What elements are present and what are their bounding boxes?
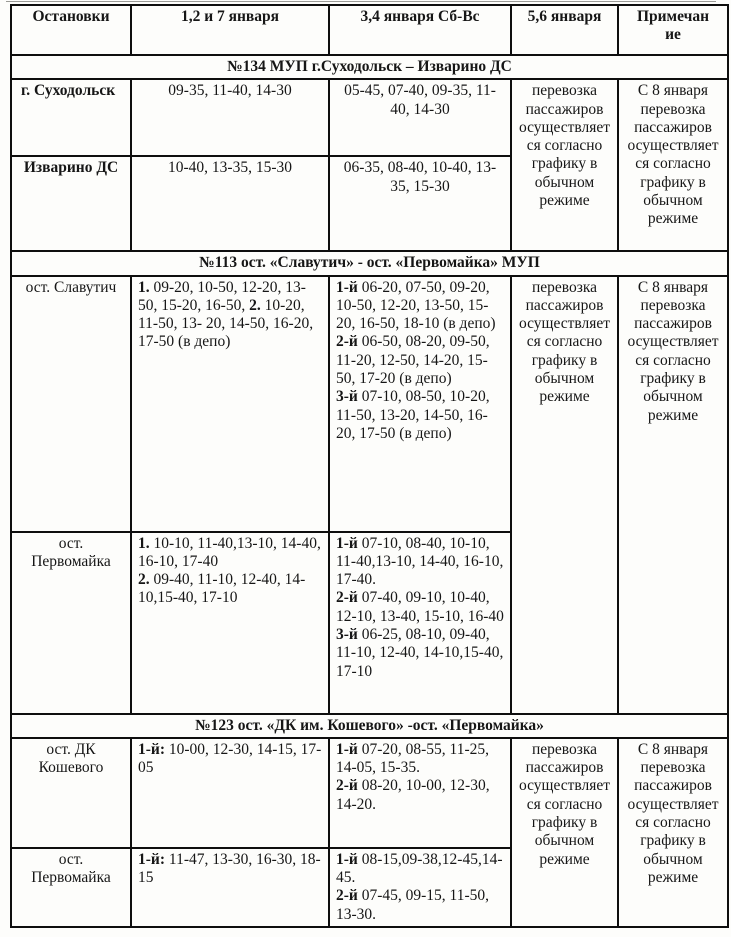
col-header-stops-label: Остановки — [32, 8, 110, 25]
stop-cell: ост. ДК Кошевого — [11, 738, 131, 848]
col-header-stops — [11, 5, 131, 55]
schedule-jan127-cell: 1. 10-10, 11-40,13-10, 14-40, 16-10, 17-40 2. 09-40, 11-10, 12-40, 14-10,15-40, 17-10 — [131, 532, 329, 714]
route-123-row-dk-koshevogo — [11, 738, 728, 848]
stop-cell: г. Суходольск — [11, 79, 131, 156]
route-113-row-slavutich — [11, 276, 728, 532]
route-113-title-row — [11, 251, 728, 275]
schedule-jan56-cell: перевозка пассажиров осуществляется согласно графику в обычном режиме — [511, 738, 618, 927]
schedule-jan34-cell: 05-45, 07-40, 09-35, 11-40, 14-30 — [329, 79, 511, 156]
schedule-jan127-cell: 1-й: 11-47, 13-30, 16-30, 18-15 — [131, 848, 329, 927]
route-123-title: №123 ост. «ДК им. Кошевого» -ост. «Первомайка» — [11, 714, 728, 738]
col-header-note — [618, 5, 728, 55]
route-113-title: №113 ост. «Славутич» - ост. «Первомайка» МУП — [11, 251, 728, 275]
col-header-jan56-label: 5,6 января — [527, 8, 602, 25]
schedule-jan34-cell: 1-й 08-15,09-38,12-45,14-45. 2-й 07-45, 09-15, 11-50, 13-30. — [329, 848, 511, 927]
schedule-jan56-cell: перевозка пассажиров осуществляется согласно графику в обычном режиме — [511, 276, 618, 714]
schedule-jan127-cell: 10-40, 13-35, 15-30 — [131, 156, 329, 251]
scan-artifact-line — [6, 1, 716, 2]
route-134-row-suhodolsk — [11, 79, 728, 156]
route-134-title-row — [11, 55, 728, 79]
header-row — [11, 5, 728, 55]
schedule-jan127-cell: 1. 09-20, 10-50, 12-20, 13-50, 15-20, 16-50, 2. 10-20, 11-50, 13- 20, 14-50, 16-20, 17-50 (в депо) — [131, 276, 329, 532]
col-header-jan56 — [511, 5, 618, 55]
stop-cell: Изварино ДС — [11, 156, 131, 251]
schedule-jan34-cell: 1-й 07-20, 08-55, 11-25, 14-05, 15-35. 2-й 08-20, 10-00, 12-30, 14-20. — [329, 738, 511, 848]
stop-cell: ост. Первомайка — [11, 848, 131, 927]
schedule-jan34-cell: 1-й 07-10, 08-40, 10-10, 11-40,13-10, 14-40, 16-10, 17-40. 2-й 07-40, 09-10, 10-40, 12-10, 13-40, 15-10, 16-40 3-й 06-25, 08-10, 09-40, 11-10, 12-40, 14-10,15-40, 17-10 — [329, 532, 511, 714]
col-header-jan34-label: 3,4 января Сб-Вс — [360, 8, 480, 25]
route-134-title: №134 МУП г.Суходольск – Изварино ДС — [11, 55, 728, 79]
stop-cell: ост. Славутич — [11, 276, 131, 532]
note-cell: С 8 января перевозка пассажиров осуществляется согласно графику в обычном режиме — [618, 79, 728, 251]
stop-cell: ост. Первомайка — [11, 532, 131, 714]
col-header-jan127-label: 1,2 и 7 января — [180, 8, 280, 25]
schedule-jan34-cell: 1-й 06-20, 07-50, 09-20, 10-50, 12-20, 13-50, 15-20, 16-50, 18-10 (в депо) 2-й 06-50, 08-20, 09-50, 11-20, 12-50, 14-20, 15-50, 17-20 (в депо) 3-й 07-10, 08-50, 10-20, 11-50, 13-20, 14-50, 16-20, 17-50 (в депо) — [329, 276, 511, 532]
col-header-note-label: Примечание — [636, 8, 710, 44]
schedule-jan56-cell: перевозка пассажиров осуществляется согласно графику в обычном режиме — [511, 79, 618, 251]
bus-schedule-table — [10, 4, 729, 928]
note-cell: С 8 января перевозка пассажиров осуществляется согласно графику в обычном режиме — [618, 738, 728, 927]
schedule-jan34-cell: 06-35, 08-40, 10-40, 13-35, 15-30 — [329, 156, 511, 251]
col-header-jan34 — [329, 5, 511, 55]
route-123-title-row — [11, 714, 728, 738]
note-cell: С 8 января перевозка пассажиров осуществляется согласно графику в обычном режиме — [618, 276, 728, 714]
schedule-jan127-cell: 1-й: 10-00, 12-30, 14-15, 17-05 — [131, 738, 329, 848]
col-header-jan127 — [131, 5, 329, 55]
schedule-jan127-cell: 09-35, 11-40, 14-30 — [131, 79, 329, 156]
